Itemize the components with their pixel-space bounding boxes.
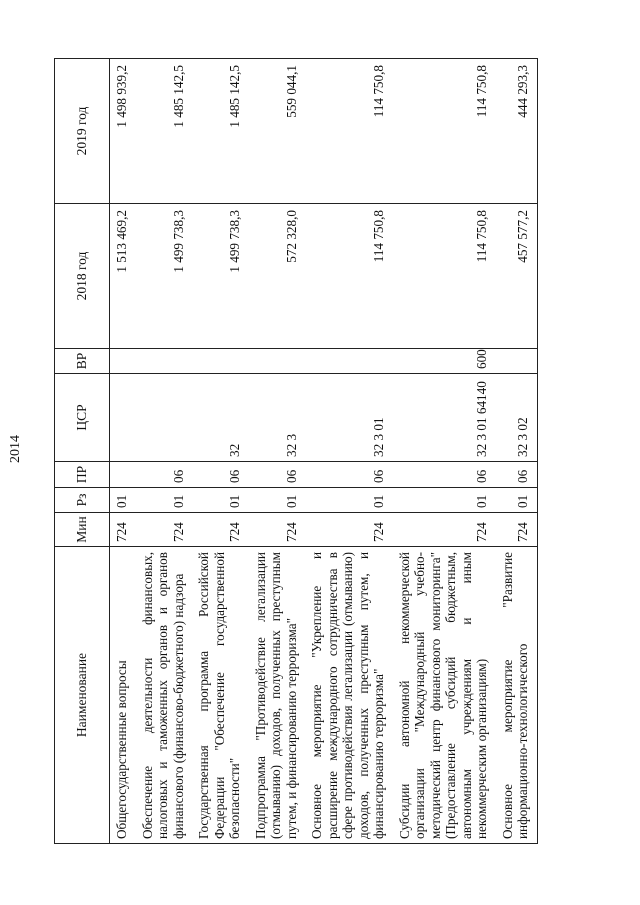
header-2018: 2018 год <box>55 204 110 349</box>
header-min: Мин <box>55 513 110 547</box>
row-csr: 32 <box>192 374 249 462</box>
row-pr: 06 <box>249 462 306 488</box>
row-pr: 06 <box>393 462 496 488</box>
row-min: 724 <box>496 513 538 547</box>
row-vr <box>249 349 306 374</box>
row-pr <box>110 462 136 488</box>
row-rz: 01 <box>192 488 249 513</box>
row-csr: 32 3 <box>249 374 306 462</box>
row-csr: 32 3 01 64140 <box>393 374 496 462</box>
header-csr: ЦСР <box>55 374 110 462</box>
row-2018: 1 499 738,3 <box>136 204 193 349</box>
row-vr <box>192 349 249 374</box>
table-row <box>136 59 193 844</box>
table-row <box>496 59 538 844</box>
row-min: 724 <box>192 513 249 547</box>
row-min: 724 <box>136 513 193 547</box>
rotated-table-container <box>54 59 594 844</box>
row-name: Обеспечение деятельности финансовых, налоговых и таможенных органов и органов финансового (финансово-бюджетного) надзора <box>136 547 193 844</box>
page-number: 2014 <box>8 435 23 463</box>
table-row <box>249 59 306 844</box>
row-2018: 1 499 738,3 <box>192 204 249 349</box>
header-pr: ПР <box>55 462 110 488</box>
row-2019: 114 750,8 <box>305 59 393 204</box>
row-pr: 06 <box>136 462 193 488</box>
row-name: Основное мероприятие "Укрепление и расширение международного сотрудничества в сфере противодействия легализации (отмыванию) доходов, полученных преступным путем, и финансированию терроризма" <box>305 547 393 844</box>
row-2019: 114 750,8 <box>393 59 496 204</box>
row-vr: 600 <box>393 349 496 374</box>
row-rz: 01 <box>496 488 538 513</box>
row-vr <box>496 349 538 374</box>
row-rz: 01 <box>305 488 393 513</box>
header-vr: ВР <box>55 349 110 374</box>
row-2019: 559 044,1 <box>249 59 306 204</box>
row-name: Общегосударственные вопросы <box>110 547 136 844</box>
header-name: Наименование <box>55 547 110 844</box>
row-2018: 457 577,2 <box>496 204 538 349</box>
row-min: 724 <box>305 513 393 547</box>
row-csr <box>136 374 193 462</box>
row-2019: 444 293,3 <box>496 59 538 204</box>
row-name: Субсидии автономной некоммерческой организации "Международный учебно-методический центр финансового мониторинга" (Предоставление субсидий бюджетным, автономным учреждениям и иным некоммерческим организациям) <box>393 547 496 844</box>
row-min: 724 <box>249 513 306 547</box>
row-vr <box>305 349 393 374</box>
table-row <box>192 59 249 844</box>
budget-table <box>54 58 538 844</box>
row-name: Подпрограмма "Противодействие легализации (отмыванию) доходов, полученных преступным путем, и финансированию терроризма" <box>249 547 306 844</box>
row-2018: 114 750,8 <box>305 204 393 349</box>
row-pr: 06 <box>192 462 249 488</box>
row-name: Основное мероприятие "Развитие информационно-технологического <box>496 547 538 844</box>
row-min: 724 <box>110 513 136 547</box>
row-vr <box>110 349 136 374</box>
row-rz: 01 <box>136 488 193 513</box>
row-csr: 32 3 02 <box>496 374 538 462</box>
row-rz: 01 <box>249 488 306 513</box>
table-header-row <box>55 59 110 844</box>
row-csr <box>110 374 136 462</box>
header-2019: 2019 год <box>55 59 110 204</box>
row-2018: 572 328,0 <box>249 204 306 349</box>
row-pr: 06 <box>305 462 393 488</box>
row-2018: 114 750,8 <box>393 204 496 349</box>
table-row <box>305 59 393 844</box>
row-2019: 1 498 939,2 <box>110 59 136 204</box>
header-rz: Рз <box>55 488 110 513</box>
row-csr: 32 3 01 <box>305 374 393 462</box>
row-rz: 01 <box>110 488 136 513</box>
row-name: Государственная программа Российской Федерации "Обеспечение государственной безопасности" <box>192 547 249 844</box>
row-2019: 1 485 142,5 <box>192 59 249 204</box>
row-min: 724 <box>393 513 496 547</box>
row-2018: 1 513 469,2 <box>110 204 136 349</box>
table-row <box>110 59 136 844</box>
row-2019: 1 485 142,5 <box>136 59 193 204</box>
row-rz: 01 <box>393 488 496 513</box>
table-row <box>393 59 496 844</box>
row-vr <box>136 349 193 374</box>
row-pr: 06 <box>496 462 538 488</box>
